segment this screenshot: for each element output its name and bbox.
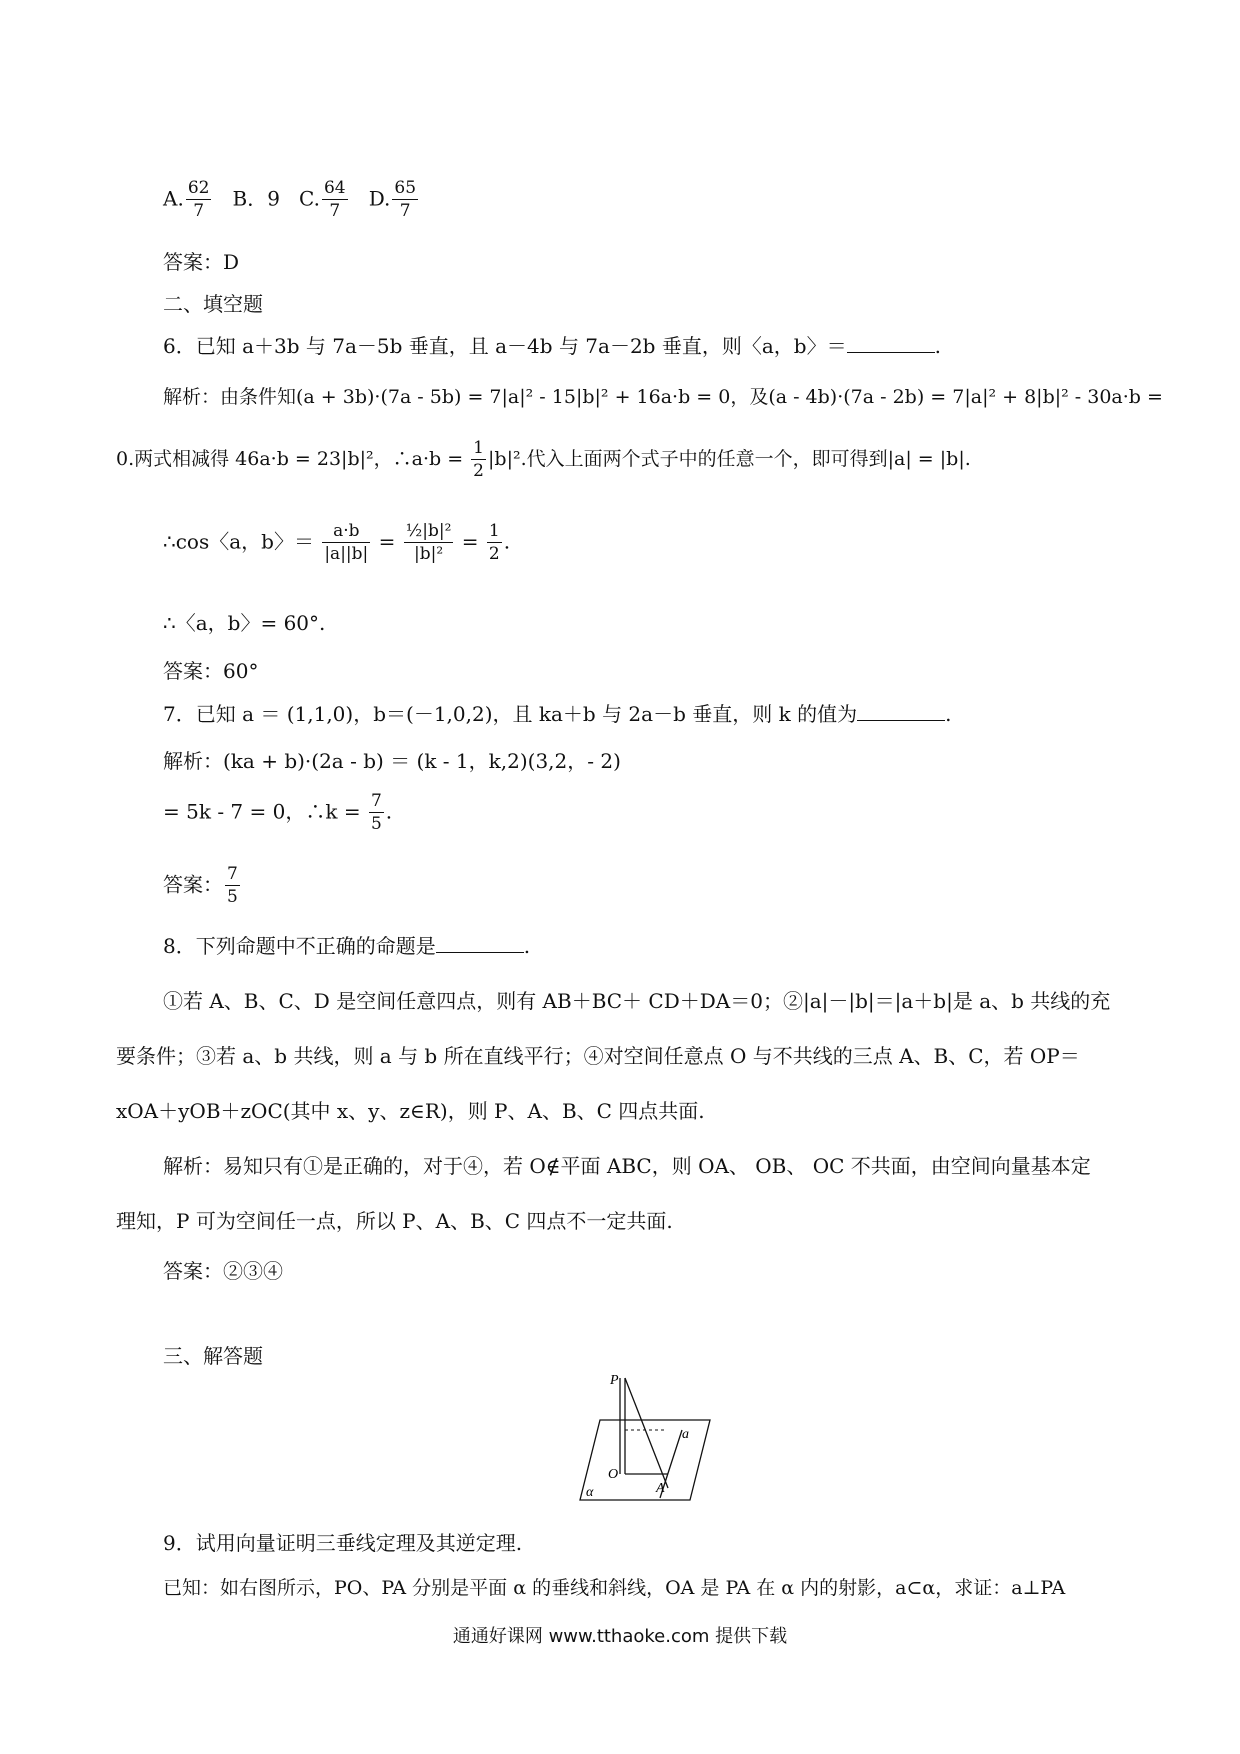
section2-title: 二、填空题 <box>163 292 263 316</box>
label-P: P <box>610 1373 619 1388</box>
option-d-fraction: $\frac{65}{7}$ <box>394 178 417 221</box>
q7-stem: 7．已知 a ＝ (1,1,0)，b＝(－1,0,2)，且 ka＋b 与 2a－b 垂直，则 k 的值为 . <box>163 702 952 726</box>
label-alpha: α <box>586 1485 594 1500</box>
option-d-label: D. <box>368 186 391 211</box>
q8-stem: 8．下列命题中不正确的命题是 . <box>163 934 531 958</box>
q6-angle-line: ∴〈a，b〉= 60°. <box>163 611 326 635</box>
section3-title: 三、解答题 <box>163 1344 263 1368</box>
q9-stem: 9．试用向量证明三垂线定理及其逆定理. <box>163 1531 523 1555</box>
label-a: a <box>682 1427 689 1442</box>
q6-stem: 6．已知 a＋3b 与 7a－5b 垂直，且 a－4b 与 7a－2b 垂直，则〈a，b〉＝ . <box>163 334 941 358</box>
q6-blank <box>847 336 935 353</box>
option-c-fraction: $\frac{64}{7}$ <box>323 178 346 221</box>
q6-solution-line2: 0.两式相减得 46a·b = 23|b|²，∴a·b = $\frac{1}{2}$ |b|².代入上面两个式子中的任意一个，即可得到|a| = |b|. <box>116 438 971 481</box>
option-c-label: C. <box>299 186 320 211</box>
option-b: B．9 <box>232 186 280 211</box>
q7-blank <box>857 704 945 721</box>
q6-answer: 答案：60° <box>163 659 259 683</box>
q8-prop-line1: ①若 A、B、C、D 是空间任意四点，则有 AB＋BC＋ CD＋DA＝0；②|a|－|b|＝|a＋b|是 a、b 共线的充 <box>163 989 1111 1013</box>
label-A: A <box>656 1481 665 1496</box>
segment-PA <box>625 1378 668 1488</box>
q9-given: 已知：如右图所示，PO、PA 分别是平面 α 的垂线和斜线，OA 是 PA 在 α 内的射影，a⊂α，求证：a⊥PA <box>163 1577 1066 1599</box>
q8-prop-line2: 要条件；③若 a、b 共线，则 a 与 b 所在直线平行；④对空间任意点 O 与不共线的三点 A、B、C，若 OP＝ <box>116 1044 1080 1068</box>
footer-note: 通通好课网 www.tthaoke.com 提供下载 <box>452 1626 788 1647</box>
q8-answer: 答案：②③④ <box>163 1259 283 1283</box>
q8-prop-line3: xOA＋yOB＋zOC(其中 x、y、z∈R)，则 P、A、B、C 四点共面. <box>116 1099 705 1123</box>
q7-solution-line1: 解析：(ka + b)·(2a - b) ＝ (k - 1，k,2)(3,2，- 2) <box>163 749 621 773</box>
q7-solution-line2: = 5k - 7 = 0，∴k = $\frac{7}{5}$ . <box>163 791 393 834</box>
q6-cos-line: ∴cos〈a，b〉＝ $\frac{a\cdot b}{|a||b|}$ = $\frac{\text{½|b|²}}{\text{|b|²}}$ = $\frac{1}{2}$ . <box>163 521 511 564</box>
option-a-fraction: $\frac{62}{7}$ <box>187 178 210 221</box>
three-perpendiculars-figure <box>570 1370 720 1512</box>
q7-answer: 答案： $\frac{7}{5}$ <box>163 864 238 907</box>
q8-solution-line2: 理知，P 可为空间任一点，所以 P、A、B、C 四点不一定共面. <box>116 1209 673 1233</box>
q8-solution-line1: 解析：易知只有①是正确的，对于④，若 O∉平面 ABC，则 OA、 OB、 OC 不共面，由空间向量基本定 <box>163 1154 1091 1178</box>
label-O: O <box>608 1467 619 1482</box>
q6-solution-line1: 解析：由条件知(a + 3b)·(7a - 5b) = 7|a|² - 15|b|² + 16a·b = 0，及(a - 4b)·(7a - 2b) = 7|a|² + 8|b|² - 30a·b = <box>163 386 1163 408</box>
q5-options <box>163 180 420 220</box>
q8-blank <box>436 936 524 953</box>
option-a-label: A. <box>163 186 184 211</box>
plane-alpha <box>580 1420 710 1500</box>
q5-answer: 答案：D <box>163 250 240 274</box>
